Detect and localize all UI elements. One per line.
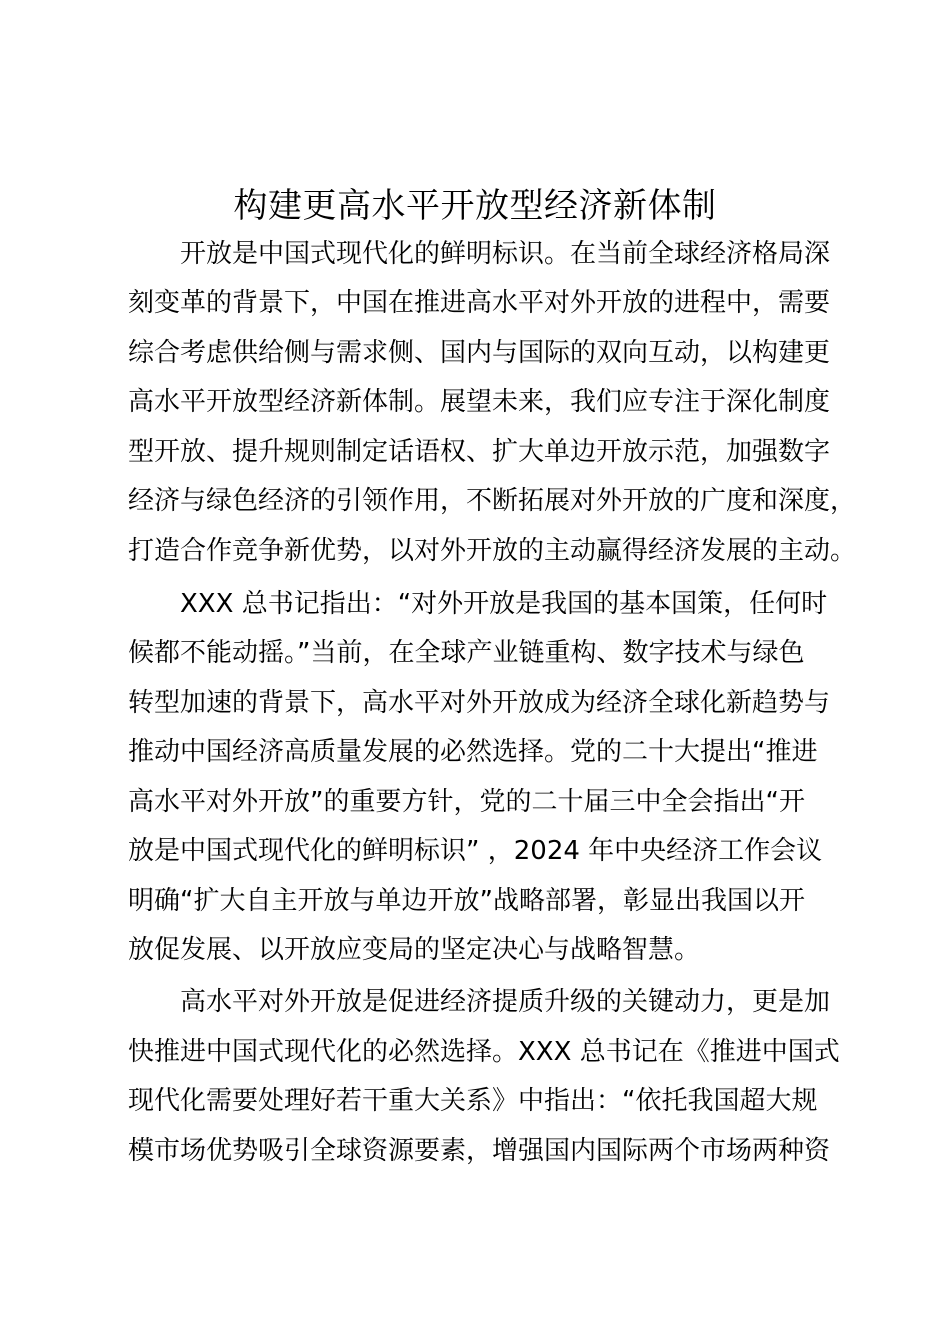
paragraph-2-line-7: 明确“扩大自主开放与单边开放”战略部署，彰显出我国以开: [128, 886, 805, 916]
paragraph-1-line-1: 开放是中国式现代化的鲜明标识。在当前全球经济格局深: [180, 239, 831, 269]
paragraph-2-line-2: 候都不能动摇。”当前，在全球产业链重构、数字技术与绿色: [128, 638, 805, 668]
paragraph-3-line-3: 现代化需要处理好若干重大关系》中指出：“依托我国超大规: [128, 1086, 818, 1116]
paragraph-1-line-7: 打造合作竞争新优势，以对外开放的主动赢得经济发展的主动。: [128, 536, 857, 566]
paragraph-3-line-1: 高水平对外开放是促进经济提质升级的关键动力，更是加: [180, 987, 831, 1017]
paragraph-1-line-6: 经济与绿色经济的引领作用，不断拓展对外开放的广度和深度，: [128, 486, 857, 516]
document-title: 构建更高水平开放型经济新体制: [233, 186, 717, 226]
paragraph-1-line-2: 刻变革的背景下，中国在推进高水平对外开放的进程中，需要: [128, 288, 831, 318]
paragraph-3-line-2: 快推进中国式现代化的必然选择。XXX 总书记在《推进中国式: [128, 1037, 840, 1067]
paragraph-2-line-3: 转型加速的背景下，高水平对外开放成为经济全球化新趋势与: [128, 688, 831, 718]
paragraph-1-line-4: 高水平开放型经济新体制。展望未来，我们应专注于深化制度: [128, 387, 831, 417]
paragraph-2-line-8: 放促发展、以开放应变局的坚定决心与战略智慧。: [128, 935, 701, 965]
paragraph-3-line-4: 模市场优势吸引全球资源要素，增强国内国际两个市场两种资: [128, 1136, 831, 1166]
paragraph-1-line-5: 型开放、提升规则制定话语权、扩大单边开放示范，加强数字: [128, 437, 831, 467]
paragraph-2-line-5: 高水平对外开放”的重要方针，党的二十届三中全会指出“开: [128, 787, 805, 817]
paragraph-2-line-1: XXX 总书记指出：“对外开放是我国的基本国策，任何时: [180, 589, 828, 619]
paragraph-2-line-6: 放是中国式现代化的鲜明标识” ，2024 年中央经济工作会议: [128, 836, 823, 866]
paragraph-2-line-4: 推动中国经济高质量发展的必然选择。党的二十大提出“推进: [128, 737, 818, 767]
paragraph-1-line-3: 综合考虑供给侧与需求侧、国内与国际的双向互动，以构建更: [128, 338, 831, 368]
